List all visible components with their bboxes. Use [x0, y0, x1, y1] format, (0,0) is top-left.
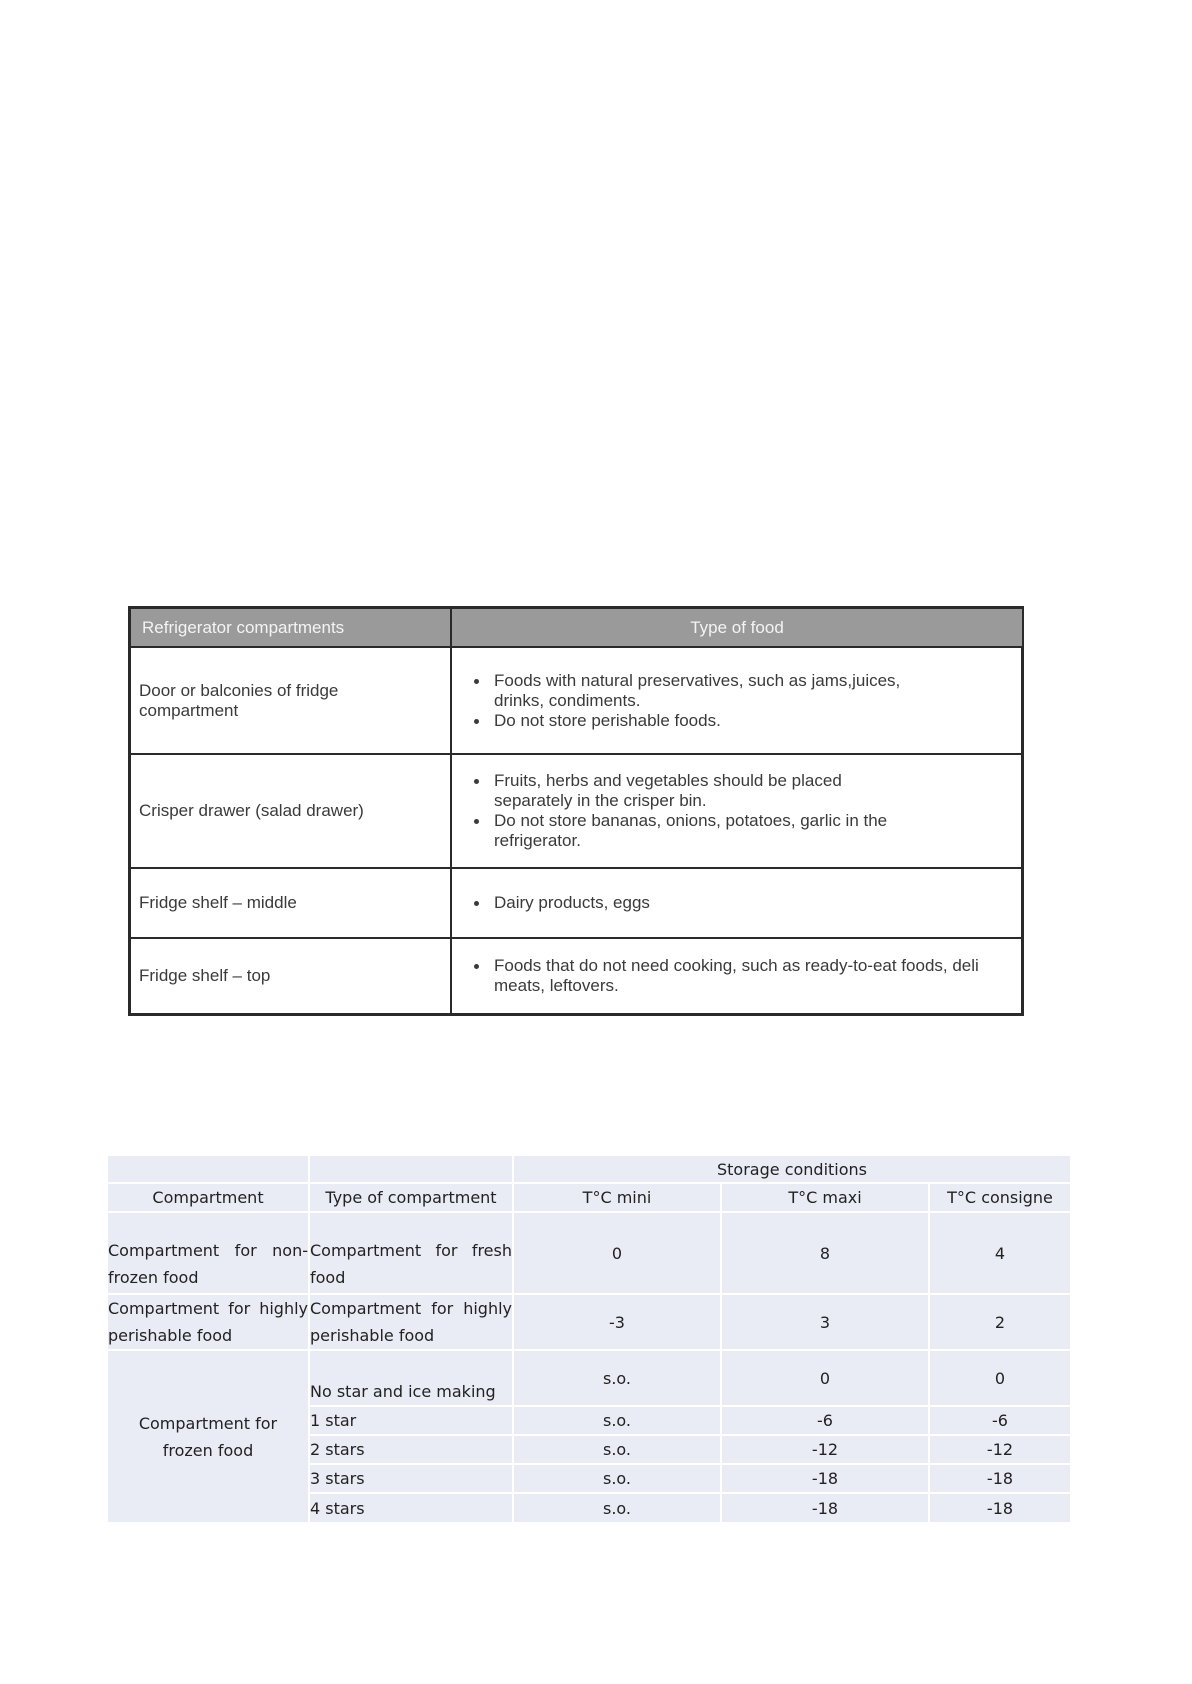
table2-cell-tmax: -6	[722, 1407, 928, 1434]
table2-group-header: Storage conditions	[514, 1156, 1070, 1182]
table2-cell-tmin: -3	[514, 1295, 720, 1349]
table2-header-tmax: T°C maxi	[722, 1184, 928, 1211]
table1-row-top-shelf-compartment	[131, 939, 452, 1013]
table2-cell-tset: -12	[930, 1436, 1070, 1463]
table2-cell-tmin: 0	[514, 1213, 720, 1293]
table1-row-door-compartment	[131, 648, 452, 755]
table2-cell-type	[310, 1213, 512, 1293]
table1-row-middle-shelf-foods	[452, 869, 1022, 939]
table2-cell-tmin: s.o.	[514, 1407, 720, 1434]
food-list-item: Foods that do not need cooking, such as ready-to-eat foods, deli meats, leftovers.	[472, 956, 1014, 996]
table2-cell-type: 3 stars	[310, 1465, 512, 1492]
table2-header-compartment: Compartment	[108, 1184, 308, 1211]
table2-cell-tmax: 3	[722, 1295, 928, 1349]
food-list-item: Do not store bananas, onions, potatoes, garlic in the refrigerator.	[472, 811, 934, 851]
table2-cell-tmin: s.o.	[514, 1494, 720, 1522]
compartment-label: Crisper drawer (salad drawer)	[139, 801, 364, 820]
food-list-item: Do not store perishable foods.	[472, 711, 954, 731]
table2-cell-tmax: -18	[722, 1465, 928, 1492]
table2-cell-type: 2 stars	[310, 1436, 512, 1463]
food-list	[460, 771, 934, 851]
food-list	[460, 671, 954, 731]
food-list-item: Foods with natural preservatives, such as jams,juices, drinks, condiments.	[472, 671, 954, 711]
fridge-compartments-table	[128, 606, 1024, 1016]
table1-header-compartments: Refrigerator compartments	[131, 609, 452, 648]
table2-cell-tset: 0	[930, 1351, 1070, 1405]
food-list	[460, 893, 650, 913]
table1-row-door-foods	[452, 648, 1022, 755]
table2-cell-compartment	[108, 1295, 308, 1349]
table1-row-crisper-foods	[452, 755, 1022, 869]
table2-cell-tset: -6	[930, 1407, 1070, 1434]
table2-cell-type: 4 stars	[310, 1494, 512, 1522]
table1-header-type-of-food: Type of food	[452, 609, 1022, 648]
table2-cell-frozen-compartment: Compartment for frozen food	[108, 1351, 308, 1522]
table1-row-middle-shelf-compartment	[131, 869, 452, 939]
table2-cell-tmin: s.o.	[514, 1436, 720, 1463]
compartment-label: Fridge shelf – middle	[139, 893, 297, 912]
type-text: Compartment for fresh food	[310, 1241, 512, 1287]
table2-cell-tset: 2	[930, 1295, 1070, 1349]
table2-cell-tset: 4	[930, 1213, 1070, 1293]
table2-header-tset: T°C consigne	[930, 1184, 1070, 1211]
table1-row-crisper-compartment	[131, 755, 452, 869]
table2-cell-tmin: s.o.	[514, 1351, 720, 1405]
table2-cell-tmax: -12	[722, 1436, 928, 1463]
table2-cell-type	[310, 1295, 512, 1349]
storage-conditions-table	[108, 1156, 1070, 1522]
table2-header-type: Type of compartment	[310, 1184, 512, 1211]
table2-cell-type: No star and ice making	[310, 1351, 512, 1405]
table2-cell-type: 1 star	[310, 1407, 512, 1434]
type-text: Compartment for highly perishable food	[310, 1299, 512, 1345]
table2-cell-compartment	[108, 1213, 308, 1293]
table2-header-blank	[108, 1156, 308, 1182]
table2-header-blank	[310, 1156, 512, 1182]
compartment-text: Compartment for non-frozen food	[108, 1241, 308, 1287]
food-list	[460, 956, 1014, 996]
compartment-text: Compartment for highly perishable food	[108, 1299, 308, 1345]
table1-row-top-shelf-foods	[452, 939, 1022, 1013]
table2-cell-tmax: 8	[722, 1213, 928, 1293]
compartment-label: Door or balconies of fridge compartment	[139, 680, 339, 720]
table2-cell-tset: -18	[930, 1465, 1070, 1492]
table2-cell-tmax: -18	[722, 1494, 928, 1522]
table2-cell-tset: -18	[930, 1494, 1070, 1522]
table2-header-tmin: T°C mini	[514, 1184, 720, 1211]
table2-cell-tmin: s.o.	[514, 1465, 720, 1492]
food-list-item: Fruits, herbs and vegetables should be placed separately in the crisper bin.	[472, 771, 884, 811]
table2-cell-tmax: 0	[722, 1351, 928, 1405]
compartment-label: Fridge shelf – top	[139, 966, 271, 985]
food-list-item: Dairy products, eggs	[472, 893, 650, 913]
